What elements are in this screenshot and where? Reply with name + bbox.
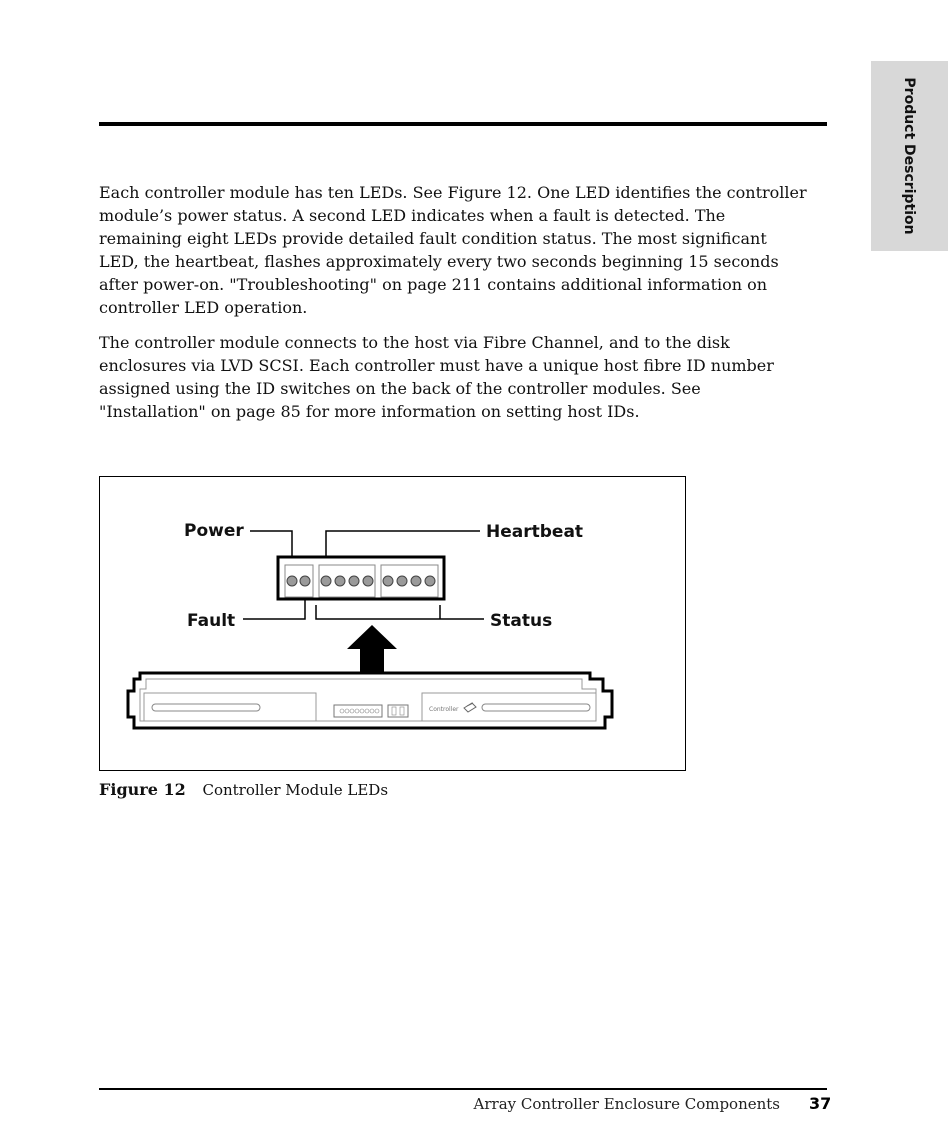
figure-box (99, 476, 686, 771)
status-led (335, 576, 345, 586)
body-text (99, 181, 811, 435)
power-led (287, 576, 297, 586)
status-leader-line (316, 605, 484, 619)
paragraph-2: The controller module connects to the host via Fibre Channel, and to the disk enclosures via LVD SCSI. Each controller must have a unique host fibre ID number assigned using the ID switches on the back of the controller modules. See "Installation" on page 85 for more information on setting host IDs. (99, 333, 774, 421)
controller-led-diagram (100, 477, 687, 772)
module-text: Controller (429, 706, 459, 713)
figure-caption (99, 780, 388, 799)
footer-title: Array Controller Enclosure Components (473, 1095, 780, 1113)
figure-caption-text: Controller Module LEDs (202, 781, 389, 799)
status-led (397, 576, 407, 586)
top-rule (99, 122, 827, 126)
figure-number: Figure 12 (99, 780, 186, 799)
bottom-rule (99, 1088, 827, 1090)
status-led (425, 576, 435, 586)
power-label: Power (184, 521, 244, 541)
heartbeat-led (321, 576, 331, 586)
status-led (363, 576, 373, 586)
page-number: 37 (809, 1094, 832, 1113)
status-led (349, 576, 359, 586)
fault-led (300, 576, 310, 586)
status-led (383, 576, 393, 586)
fault-label: Fault (187, 611, 236, 631)
status-led (411, 576, 421, 586)
side-tab-label: Product Description (901, 77, 917, 235)
heartbeat-label: Heartbeat (486, 522, 584, 542)
controller-module (128, 673, 612, 728)
status-label: Status (490, 611, 553, 631)
side-tab (871, 61, 948, 251)
paragraph-1: Each controller module has ten LEDs. See Figure 12. One LED identifies the controller module’s power status. A second LED indicates when a fault is detected. The remaining eight LEDs provide detailed fault condition status. The most significant LED, the heartbeat, flashes approximately every two seconds beginning 15 seconds after power-on. "Troubleshooting" on page 211 contains additional information on controller LED operation. (99, 183, 807, 317)
